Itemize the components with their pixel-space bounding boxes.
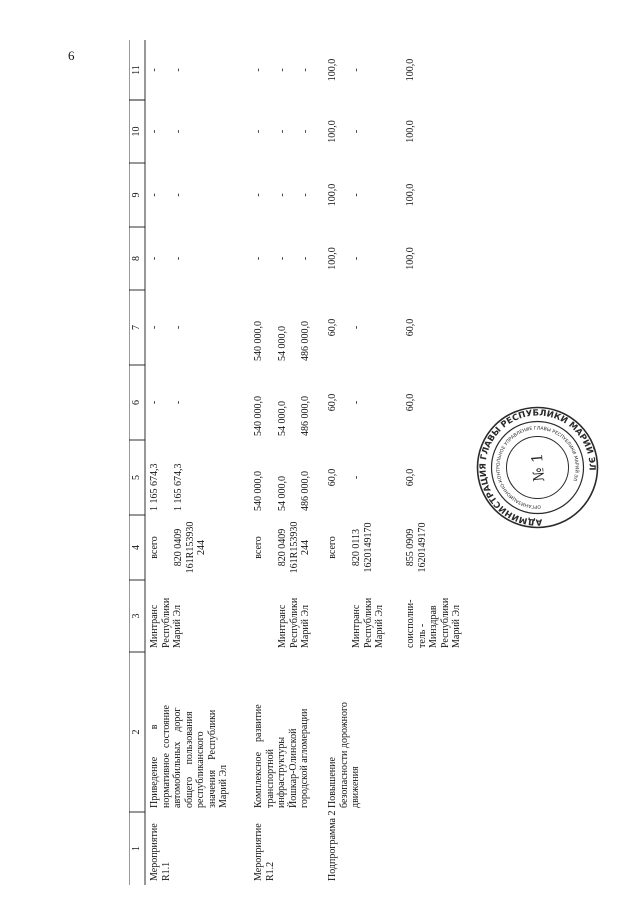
row3-line1-col6: 60,0 bbox=[327, 393, 338, 412]
row3-line3-col11: 100,0 bbox=[405, 58, 416, 82]
row1-line1-col6: - bbox=[149, 400, 160, 405]
row3-line2-col6: - bbox=[351, 400, 362, 405]
row1-col2-description: Приведение в нормативное состояние автомобильных дорог общего пользования республиканского значения Республики Марий Эл bbox=[149, 705, 229, 808]
row2-line1-col5: 540 000,0 bbox=[253, 471, 264, 511]
row3-line2-col5: - bbox=[351, 475, 362, 480]
row2-col1-title: Мероприятие R1.2 bbox=[253, 823, 276, 881]
row2-line2-col7: 54 000,0 486 000,0 bbox=[277, 321, 311, 361]
row2-line2-col6: 54 000,0 486 000,0 bbox=[277, 396, 311, 436]
row1-line2-col5: 1 165 674,3 bbox=[173, 463, 184, 511]
row1-line1-col8: - bbox=[149, 256, 160, 261]
row2-col3-executor: Минтранс Республики Марий Эл bbox=[277, 597, 311, 648]
page-number: 6 bbox=[68, 48, 75, 63]
row1-line2-col4: 820 0409 161R153930 244 bbox=[173, 521, 207, 574]
row2-col2-description: Комплексное развитие транспортной инфраструктуры Йошкар-Олинской городской агломерации bbox=[253, 704, 310, 808]
row3-line3-col8: 100,0 bbox=[405, 247, 416, 270]
row2-line2-col4: 820 0409 161R153930 244 bbox=[277, 521, 311, 574]
seal-number: № 1 bbox=[527, 452, 549, 483]
row1-line1-col11: - bbox=[149, 68, 160, 72]
header-col-5: 5 bbox=[131, 475, 142, 480]
row2-line2-col8: - - bbox=[277, 256, 311, 261]
row1-line2-col7: - bbox=[173, 325, 184, 330]
header-col-8: 8 bbox=[131, 256, 142, 261]
row3-col2-description: Повышение безопасности дорожного движения bbox=[327, 702, 361, 808]
row1-line2-col11: - bbox=[173, 68, 184, 72]
row1-col1-title: Мероприятие R1.1 bbox=[149, 823, 172, 881]
header-col-1: 1 bbox=[131, 846, 142, 851]
row3-line2-col10: - bbox=[351, 129, 362, 134]
row3-line3-col6: 60,0 bbox=[405, 393, 416, 412]
row3-line3-col7: 60,0 bbox=[405, 318, 416, 337]
row1-line1-col5: 1 165 674,3 bbox=[149, 463, 160, 511]
row2-line1-col9: - bbox=[253, 193, 264, 197]
row3-line1-col8: 100,0 bbox=[327, 247, 338, 270]
row1-line1-col9: - bbox=[149, 193, 160, 197]
header-col-10: 10 bbox=[131, 126, 142, 137]
row3-line1-col5: 60,0 bbox=[327, 468, 338, 487]
seal-outer-text: АДМИНИСТРАЦИЯ ГЛАВЫ РЕСПУБЛИКИ МАРИЙ ЭЛ bbox=[478, 408, 597, 527]
row1-line1-col7: - bbox=[149, 325, 160, 330]
row3-col1-title: Подпрограмма 2 bbox=[327, 810, 338, 881]
row3-line1-col11: 100,0 bbox=[327, 58, 338, 82]
row3-line1-col9: 100,0 bbox=[327, 183, 338, 207]
header-col-4: 4 bbox=[131, 545, 142, 550]
row2-line1-col8: - bbox=[253, 256, 264, 261]
row2-line2-col11: - - bbox=[277, 68, 311, 72]
row3-line2-col8: - bbox=[351, 256, 362, 261]
row1-col3-executor: Минтранс Республики Марий Эл bbox=[149, 597, 183, 648]
row1-line2-col8: - bbox=[173, 256, 184, 261]
row2-line1-col7: 540 000,0 bbox=[253, 321, 264, 361]
row3-line2-col9: - bbox=[351, 193, 362, 197]
row3-line3-col9: 100,0 bbox=[405, 183, 416, 207]
header-col-11: 11 bbox=[131, 65, 142, 75]
row3-line1-col10: 100,0 bbox=[327, 120, 338, 143]
row3-line3-col10: 100,0 bbox=[405, 120, 416, 143]
header-col-9: 9 bbox=[131, 192, 142, 198]
header-col-3: 3 bbox=[131, 613, 142, 619]
row3-line1-col4: всего bbox=[327, 536, 338, 559]
row2-line2-col10: - - bbox=[277, 129, 311, 134]
row3-line1-col7: 60,0 bbox=[327, 318, 338, 337]
header-col-7: 7 bbox=[131, 325, 142, 330]
official-seal-stamp bbox=[475, 405, 600, 530]
row3-line2-col7: - bbox=[351, 325, 362, 330]
row2-line1-col11: - bbox=[253, 68, 264, 72]
row2-line1-col10: - bbox=[253, 129, 264, 134]
row3-line2-col4: 820 0113 1620149170 bbox=[351, 522, 374, 573]
row2-line1-col4: всего bbox=[253, 536, 264, 559]
row2-line1-col6: 540 000,0 bbox=[253, 396, 264, 436]
header-col-6: 6 bbox=[131, 400, 142, 405]
seal-inner-text: ОРГАНИЗАЦИОННО-КОНТРОЛЬНОЕ УПРАВЛЕНИЕ ГЛАВЫ РЕСПУБЛИКИ МАРИЙ ЭЛ bbox=[496, 426, 579, 509]
row1-line1-col4: всего bbox=[149, 536, 160, 559]
row3-line3-col4: 855 0909 1620149170 bbox=[405, 522, 428, 573]
row1-line1-col10: - bbox=[149, 129, 160, 134]
row3-line2-col3-executor: Минтранс Республики Марий Эл bbox=[351, 597, 385, 648]
header-col-2: 2 bbox=[131, 729, 142, 735]
row3-line2-col11: - bbox=[351, 68, 362, 72]
row3-line3-col5: 60,0 bbox=[405, 468, 416, 487]
row2-line2-col5: 54 000,0 486 000,0 bbox=[277, 471, 311, 511]
row2-line2-col9: - - bbox=[277, 193, 311, 197]
row3-line3-col3-coexecutor: соисполни- тель - Минздрав Республики Марий Эл bbox=[405, 597, 462, 648]
row1-line2-col9: - bbox=[173, 193, 184, 197]
row1-line2-col10: - bbox=[173, 129, 184, 134]
row1-line2-col6: - bbox=[173, 400, 184, 405]
